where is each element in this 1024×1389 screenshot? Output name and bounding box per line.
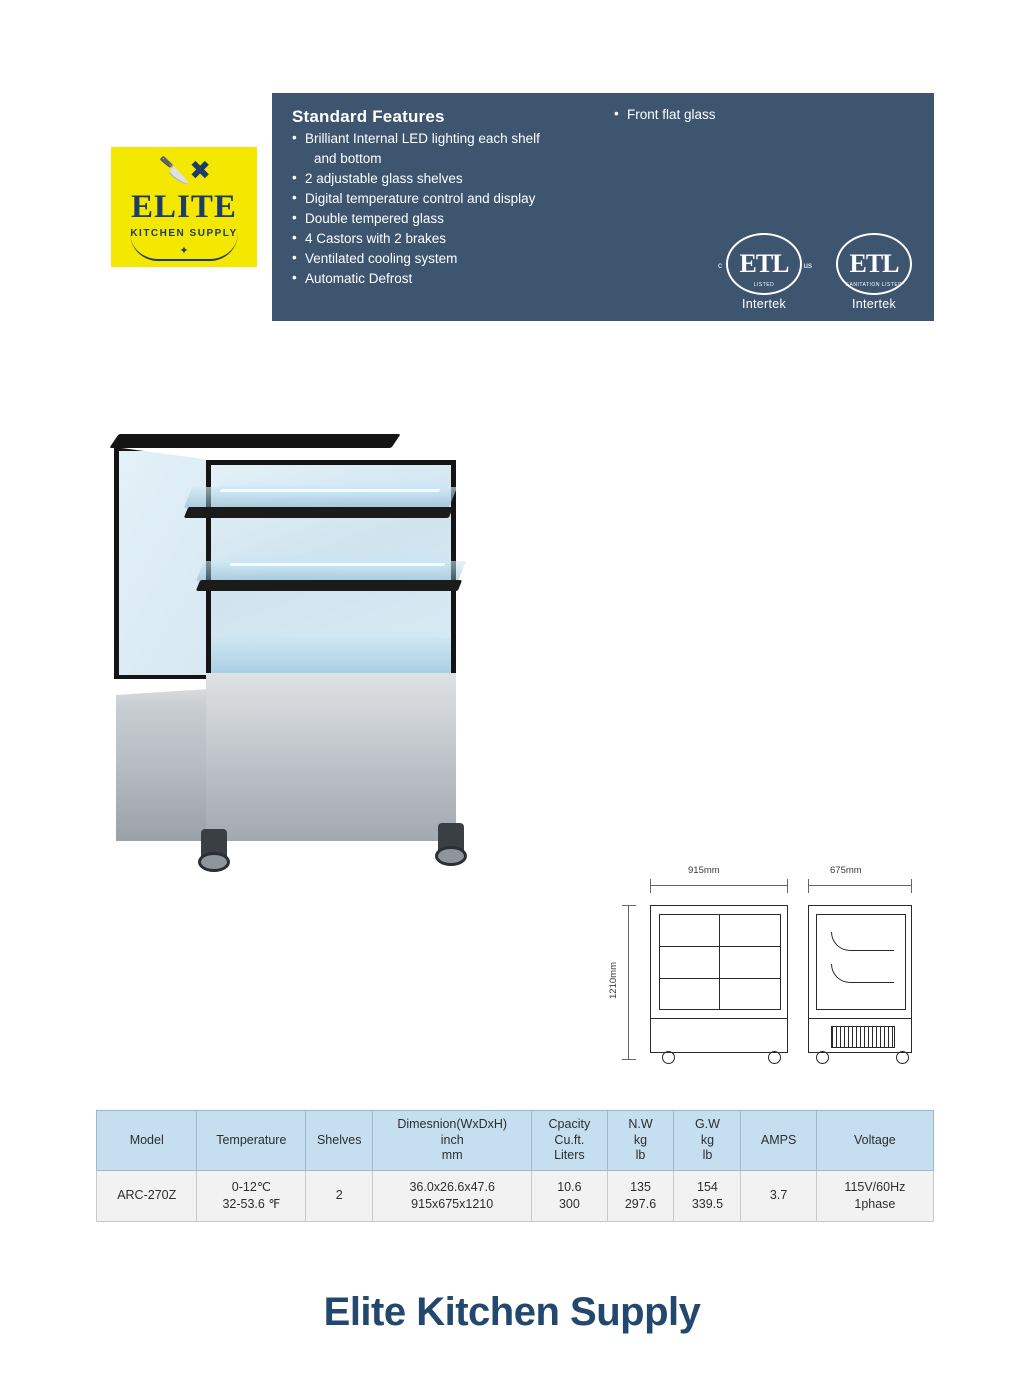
- cell-line: 10.6: [557, 1179, 582, 1194]
- etl-mark-text: ETL: [739, 249, 789, 278]
- front-view-divider: [719, 914, 720, 1010]
- cell-capacity: [532, 1170, 607, 1221]
- cell-line: 339.5: [691, 1196, 724, 1211]
- caster-left: [201, 829, 227, 863]
- feature-text: 4 Castors with 2 brakes: [305, 230, 447, 246]
- height-dim-tick-top: [622, 905, 636, 906]
- header-line: N.W: [628, 1117, 653, 1131]
- cell-line: 3.7: [769, 1188, 788, 1203]
- cell-line: 135: [630, 1179, 651, 1194]
- etl-small-text: SANITATION LISTED: [845, 282, 903, 288]
- etl-ring-icon: [836, 233, 912, 295]
- glass-shelf-lower-edge: [196, 580, 462, 591]
- certification-marks: [718, 233, 920, 311]
- header-line: G.W: [694, 1117, 720, 1131]
- etl-sanitation-badge: [828, 233, 920, 311]
- width-dim-line: [650, 885, 788, 886]
- front-view-drawing: [650, 905, 788, 1053]
- header-line: Voltage: [854, 1132, 896, 1147]
- table-row: [97, 1170, 934, 1221]
- header-line: AMPS: [760, 1132, 797, 1147]
- header-line: lb: [635, 1148, 646, 1163]
- feature-item: [292, 169, 934, 189]
- cell-amps: [741, 1170, 816, 1221]
- width-dim-tick-right: [787, 879, 788, 893]
- right-feature-column: [614, 107, 716, 122]
- cell-line: 2: [335, 1188, 343, 1203]
- feature-text: Double tempered glass: [305, 210, 444, 226]
- height-dim-label: 1210mm: [607, 962, 619, 999]
- caster-right: [438, 823, 464, 857]
- depth-dim-label: 675mm: [830, 865, 862, 876]
- header-model: [97, 1111, 197, 1171]
- header-dimensions: [373, 1111, 532, 1171]
- etl-mark-text: ETL: [849, 249, 899, 278]
- case-top-frame: [109, 434, 400, 448]
- front-view-shelf-upper: [659, 946, 781, 947]
- header-amps: [741, 1111, 816, 1171]
- depth-dim-tick-left: [808, 879, 809, 893]
- feature-item: [292, 189, 934, 209]
- features-title: Standard Features: [292, 107, 445, 126]
- cell-shelves: [306, 1170, 373, 1221]
- logo-tagline: KITCHEN SUPPLY: [130, 228, 238, 239]
- side-view-base-line: [809, 1018, 911, 1019]
- cell-line: ARC-270Z: [117, 1188, 177, 1203]
- header-line: lb: [702, 1148, 713, 1163]
- header-line: inch: [440, 1132, 464, 1147]
- logo-box: [111, 147, 257, 267]
- dimension-drawings: [607, 845, 940, 1095]
- header-capacity: [532, 1111, 607, 1171]
- header-voltage: [816, 1111, 933, 1171]
- specification-table: [96, 1110, 934, 1222]
- cell-voltage: [816, 1170, 933, 1221]
- header-line: kg: [700, 1132, 715, 1147]
- feature-item: [292, 209, 934, 229]
- feature-text: Digital temperature control and display: [305, 190, 536, 206]
- specification-table-wrap: [96, 1110, 934, 1222]
- header-net-weight: [607, 1111, 674, 1171]
- side-view-glass-box: [816, 914, 906, 1010]
- header-line: Model: [129, 1132, 164, 1147]
- cell-temperature: [197, 1170, 306, 1221]
- width-dim-tick-left: [650, 879, 651, 893]
- cell-line: 154: [697, 1179, 718, 1194]
- cell-line: 1phase: [854, 1196, 896, 1211]
- logo-brand-text: ELITE: [131, 189, 237, 225]
- header-line: Cu.ft.: [554, 1132, 585, 1147]
- header-gross-weight: [674, 1111, 741, 1171]
- glass-shelf-upper-edge: [184, 507, 453, 518]
- logo-star-icon: ✦: [179, 245, 189, 257]
- caster-wheel-icon: [198, 852, 230, 872]
- cell-line: 0-12℃: [231, 1179, 271, 1194]
- side-view-caster-left: [816, 1051, 829, 1064]
- etl-right-mark: us: [803, 261, 812, 270]
- display-base-floor: [211, 638, 451, 674]
- cell-net-weight: [607, 1170, 674, 1221]
- width-dim-label: 915mm: [688, 865, 720, 876]
- depth-dim-tick-right: [911, 879, 912, 893]
- feature-text-cont: and bottom: [314, 150, 382, 166]
- cell-line: 32-53.6 ℉: [222, 1196, 281, 1211]
- etl-brand-text: Intertek: [741, 297, 787, 311]
- header-temperature: [197, 1111, 306, 1171]
- front-view-shelf-lower: [659, 978, 781, 979]
- cell-line: 300: [558, 1196, 580, 1211]
- header-line: Shelves: [316, 1132, 362, 1147]
- side-view-shelf-upper: [831, 932, 894, 951]
- led-strip-upper: [219, 489, 440, 492]
- cell-line: 915x675x1210: [411, 1196, 494, 1211]
- brand-logo: [96, 93, 274, 321]
- height-dim-tick-bottom: [622, 1059, 636, 1060]
- depth-dim-line: [808, 885, 912, 886]
- cell-dimensions: [373, 1170, 532, 1221]
- front-view-caster-left: [662, 1051, 675, 1064]
- header-line: Temperature: [216, 1132, 287, 1147]
- header-line: Liters: [554, 1148, 585, 1163]
- header-shelves: [306, 1111, 373, 1171]
- height-dim-line: [628, 905, 629, 1060]
- cell-line: 297.6: [624, 1196, 657, 1211]
- etl-listed-badge: [718, 233, 810, 311]
- feature-text: Ventilated cooling system: [305, 250, 458, 266]
- cell-model: [97, 1170, 197, 1221]
- side-view-drawing: [808, 905, 912, 1053]
- front-view-caster-right: [768, 1051, 781, 1064]
- standard-features-block: [274, 93, 934, 321]
- etl-left-mark: c: [718, 261, 722, 270]
- glass-side-panel: [114, 447, 211, 679]
- cell-gross-weight: [674, 1170, 741, 1221]
- crossed-knives-icon: 🔪✖: [158, 155, 210, 185]
- table-header-row: [97, 1111, 934, 1171]
- side-view-caster-right: [896, 1051, 909, 1064]
- side-view-shelf-lower: [831, 964, 894, 983]
- header-banner: [96, 93, 934, 321]
- header-line: mm: [441, 1148, 463, 1163]
- caster-wheel-icon: [435, 846, 467, 866]
- etl-ring-icon: [718, 233, 812, 295]
- footer-company-name: Elite Kitchen Supply: [323, 1290, 701, 1334]
- led-strip-middle: [229, 563, 445, 566]
- header-line: kg: [633, 1132, 648, 1147]
- side-view-condenser-coil: [831, 1026, 895, 1048]
- product-photo: [108, 425, 528, 895]
- stainless-cabinet-front: [206, 673, 456, 841]
- feature-text: Brilliant Internal LED lighting each shelf: [305, 131, 540, 146]
- feature-text: Automatic Defrost: [305, 270, 413, 286]
- feature-item: [292, 129, 934, 169]
- cell-line: 115V/60Hz: [844, 1179, 906, 1194]
- front-view-base-line: [651, 1018, 787, 1019]
- header-line: Dimesnion(WxDxH): [397, 1117, 508, 1131]
- right-feature-text: • Front flat glass: [614, 107, 716, 122]
- cell-line: 36.0x26.6x47.6: [409, 1179, 495, 1194]
- header-line: Cpacity: [548, 1117, 591, 1131]
- etl-brand-text: Intertek: [851, 297, 897, 311]
- etl-small-text: LISTED: [753, 282, 775, 288]
- feature-text: 2 adjustable glass shelves: [305, 170, 463, 186]
